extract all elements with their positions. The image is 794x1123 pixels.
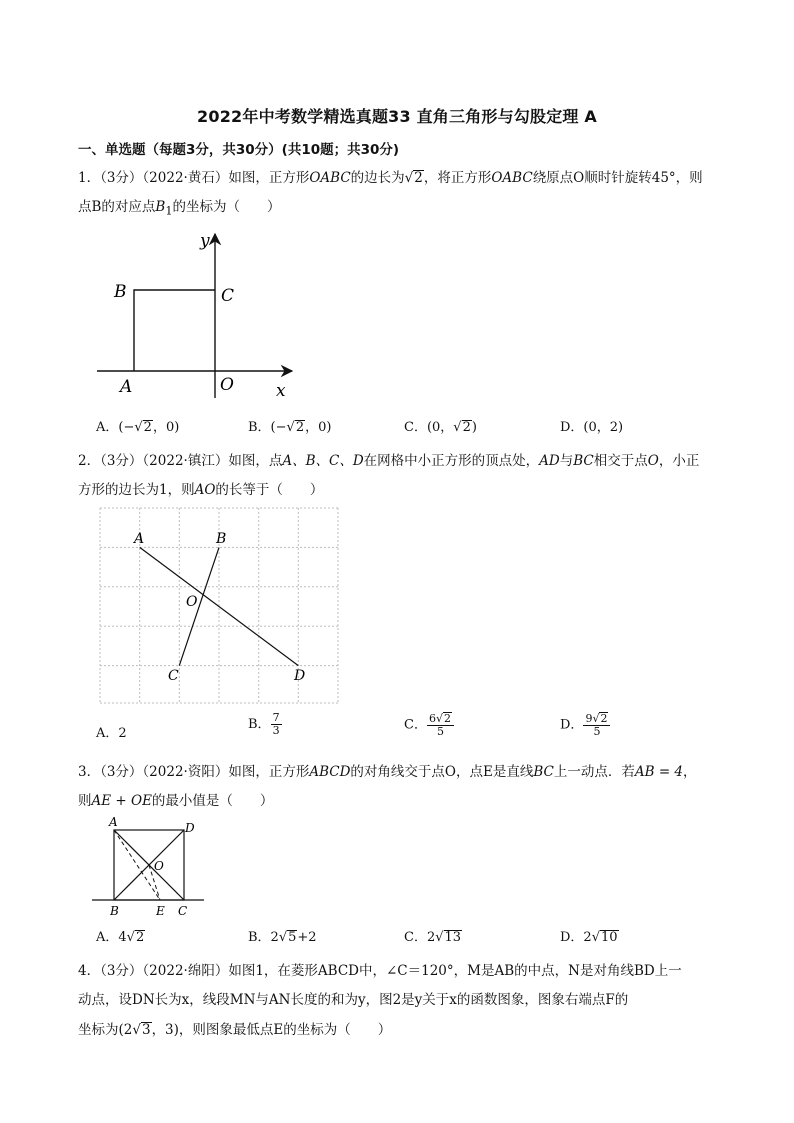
q4-line-3: 坐标为(2√3，3)，则图象最低点E的坐标为（ ） xyxy=(78,1022,392,1038)
q1-opt-text: ) xyxy=(471,420,477,435)
q3-figure xyxy=(92,812,212,920)
q1-math-b1: B xyxy=(155,199,166,215)
q1-option-b[interactable]: B．(−√2，0) xyxy=(248,420,332,435)
q1-label-y: y xyxy=(200,231,210,251)
q2-figure xyxy=(98,506,342,706)
q2-frac-den: 5 xyxy=(436,725,444,739)
q2-sqrt: 2 xyxy=(443,712,451,725)
q2-opt-text: D． xyxy=(560,717,584,733)
q1-sqrt: 2 xyxy=(462,420,471,435)
q2-opt-text: C． xyxy=(404,717,427,733)
q1-opt-text: C．(0， xyxy=(404,420,454,435)
q2-frac-num: 9√2 xyxy=(583,712,610,726)
q2-label-c: C xyxy=(168,668,179,684)
q2-option-b[interactable] xyxy=(248,712,282,737)
q1-sqrt: 2 xyxy=(295,420,305,435)
q1-text: 绕原点O顺时针旋转45°，则 xyxy=(532,170,703,186)
q1-label-a: A xyxy=(120,377,133,397)
q3-text: ， xyxy=(683,764,697,780)
q3-math: AB = 4 xyxy=(634,764,684,780)
q1-text: 的边长为 xyxy=(350,170,405,186)
q4-text: 坐标为(2 xyxy=(78,1022,133,1038)
q2-option-c[interactable] xyxy=(404,712,454,738)
q2-math: AO xyxy=(194,482,216,498)
q3-sqrt: 5 xyxy=(288,930,297,945)
q2-opt-text: B． xyxy=(248,717,271,733)
q2-text: 在网格中小正方形的顶点处， xyxy=(363,453,540,469)
q1-sqrt: 2 xyxy=(414,170,423,186)
q3-opt-text: C．2 xyxy=(404,930,436,945)
q3-option-b[interactable]: B．2√5+2 xyxy=(248,930,317,945)
q3-math: ABCD xyxy=(309,764,351,780)
q1-figure xyxy=(92,226,322,406)
q2-label-a: A xyxy=(134,531,145,547)
q2-fraction xyxy=(271,712,282,737)
q3-math: BC xyxy=(533,764,554,780)
q3-line-2 xyxy=(78,789,273,809)
q1-text: ，将正方形 xyxy=(423,170,492,186)
q1-line-2 xyxy=(78,195,281,218)
q1-math-oabc: OABC xyxy=(491,170,533,186)
q2-text: 的长等于（ ） xyxy=(215,482,324,498)
q2-line-2 xyxy=(78,478,323,498)
q2-text: 相交于点 xyxy=(593,453,648,469)
q4-line-1: 4．（3分）（2022·绵阳）如图1，在菱形ABCD中，∠C＝120°，M是AB的中点，N是对角线BD上一 xyxy=(78,963,682,979)
page-title: 2022年中考数学精选真题33 直角三角形与勾股定理 A xyxy=(197,107,597,126)
q3-sqrt: 2 xyxy=(135,930,145,945)
q3-label-a: A xyxy=(109,815,118,829)
q2-frac-num: 7 xyxy=(272,711,280,724)
q4-text: ，3)，则图象最低点E的坐标为（ ） xyxy=(151,1022,392,1038)
q1-text: 1．（3分）（2022·黄石）如图，正方形 xyxy=(78,170,310,186)
q2-line-1 xyxy=(78,449,699,469)
q1-label-b: B xyxy=(114,282,127,302)
q3-opt-text: D．2 xyxy=(560,930,592,945)
q2-fraction xyxy=(583,712,610,738)
q3-line-1 xyxy=(78,760,697,780)
q2-fraction xyxy=(427,712,454,738)
q4-sqrt: 3 xyxy=(141,1022,151,1038)
q3-opt-text: A．4 xyxy=(96,930,127,945)
q1-sqrt: 2 xyxy=(143,420,152,435)
q2-num-coef: 9 xyxy=(585,712,593,725)
q3-label-o: O xyxy=(154,859,164,873)
q1-opt-text: ，0) xyxy=(152,420,180,435)
q2-label-o: O xyxy=(186,594,198,610)
q2-option-a[interactable]: A．2 xyxy=(96,726,127,741)
q2-frac-den: 3 xyxy=(272,724,280,738)
section-heading: 一、单选题（每题3分，共30分）(共10题；共30分) xyxy=(78,142,400,158)
q1-math-oabc: OABC xyxy=(309,170,351,186)
q2-num-coef: 6 xyxy=(428,712,436,725)
q2-frac-den: 5 xyxy=(593,725,601,739)
q3-opt-text: +2 xyxy=(297,930,317,945)
q3-label-c: C xyxy=(178,904,188,918)
q1-label-c: C xyxy=(221,286,235,306)
q3-text: 3．（3分）（2022·资阳）如图，正方形 xyxy=(78,764,310,780)
q2-text: 2．（3分）（2022·镇江）如图，点 xyxy=(78,453,283,469)
q1-text: 的坐标为（ ） xyxy=(172,199,281,215)
q2-math: AD xyxy=(539,453,560,469)
q3-label-e: E xyxy=(156,904,165,918)
q2-label-b: B xyxy=(216,531,227,547)
q1-label-x: x xyxy=(276,381,286,401)
q2-label-d: D xyxy=(294,668,306,684)
q1-opt-text: A．(− xyxy=(96,420,135,435)
q3-text: 上一动点．若 xyxy=(553,764,635,780)
q3-text: 则 xyxy=(78,793,92,809)
q2-text: 与 xyxy=(559,453,574,469)
q4-line-2: 动点，设DN长为x，线段MN与AN长度的和为y，图2是y关于x的函数图象，图象右端点F的 xyxy=(78,992,629,1008)
q1-text: 点B的对应点 xyxy=(78,199,156,215)
q1-opt-text: ，0) xyxy=(305,420,332,435)
q1-square xyxy=(134,290,215,371)
q2-text: ，小正 xyxy=(658,453,700,469)
q3-option-c[interactable]: C．2√13 xyxy=(404,930,462,945)
q2-text: 方形的边长为1，则 xyxy=(78,482,195,498)
q1-option-c[interactable]: C．(0，√2) xyxy=(404,420,477,435)
q3-text: 的对角线交于点O，点E是直线 xyxy=(350,764,534,780)
q3-option-a[interactable]: A．4√2 xyxy=(96,930,145,945)
q3-option-d[interactable]: D．2√10 xyxy=(560,930,618,945)
q1-option-a[interactable]: A．(−√2，0) xyxy=(96,420,180,435)
q1-opt-text: B．(− xyxy=(248,420,287,435)
q3-sqrt: 10 xyxy=(601,930,618,945)
q3-opt-text: B．2 xyxy=(248,930,279,945)
q3-text: 的最小值是（ ） xyxy=(151,793,274,809)
q2-math: A、B、C、D xyxy=(282,453,364,469)
q2-math: BC xyxy=(573,453,594,469)
q2-frac-num: 6√2 xyxy=(427,712,454,726)
q2-math: O xyxy=(647,453,659,469)
q2-sqrt: 2 xyxy=(600,712,608,725)
q3-sqrt: 13 xyxy=(444,930,462,945)
q3-math: AE + OE xyxy=(91,793,152,809)
q1-label-o: O xyxy=(220,375,234,395)
q1-option-d[interactable]: D．(0，2) xyxy=(560,420,624,435)
q1-line-1: 1．（3分）（2022·黄石）如图，正方形OABC的边长为√2，将正方形OABC绕原点O顺时针旋转45°，则 xyxy=(78,170,703,186)
q2-option-d[interactable] xyxy=(560,712,610,738)
q3-label-d: D xyxy=(185,821,195,835)
q3-label-b: B xyxy=(110,904,119,918)
q1-sub: 1 xyxy=(165,204,173,218)
